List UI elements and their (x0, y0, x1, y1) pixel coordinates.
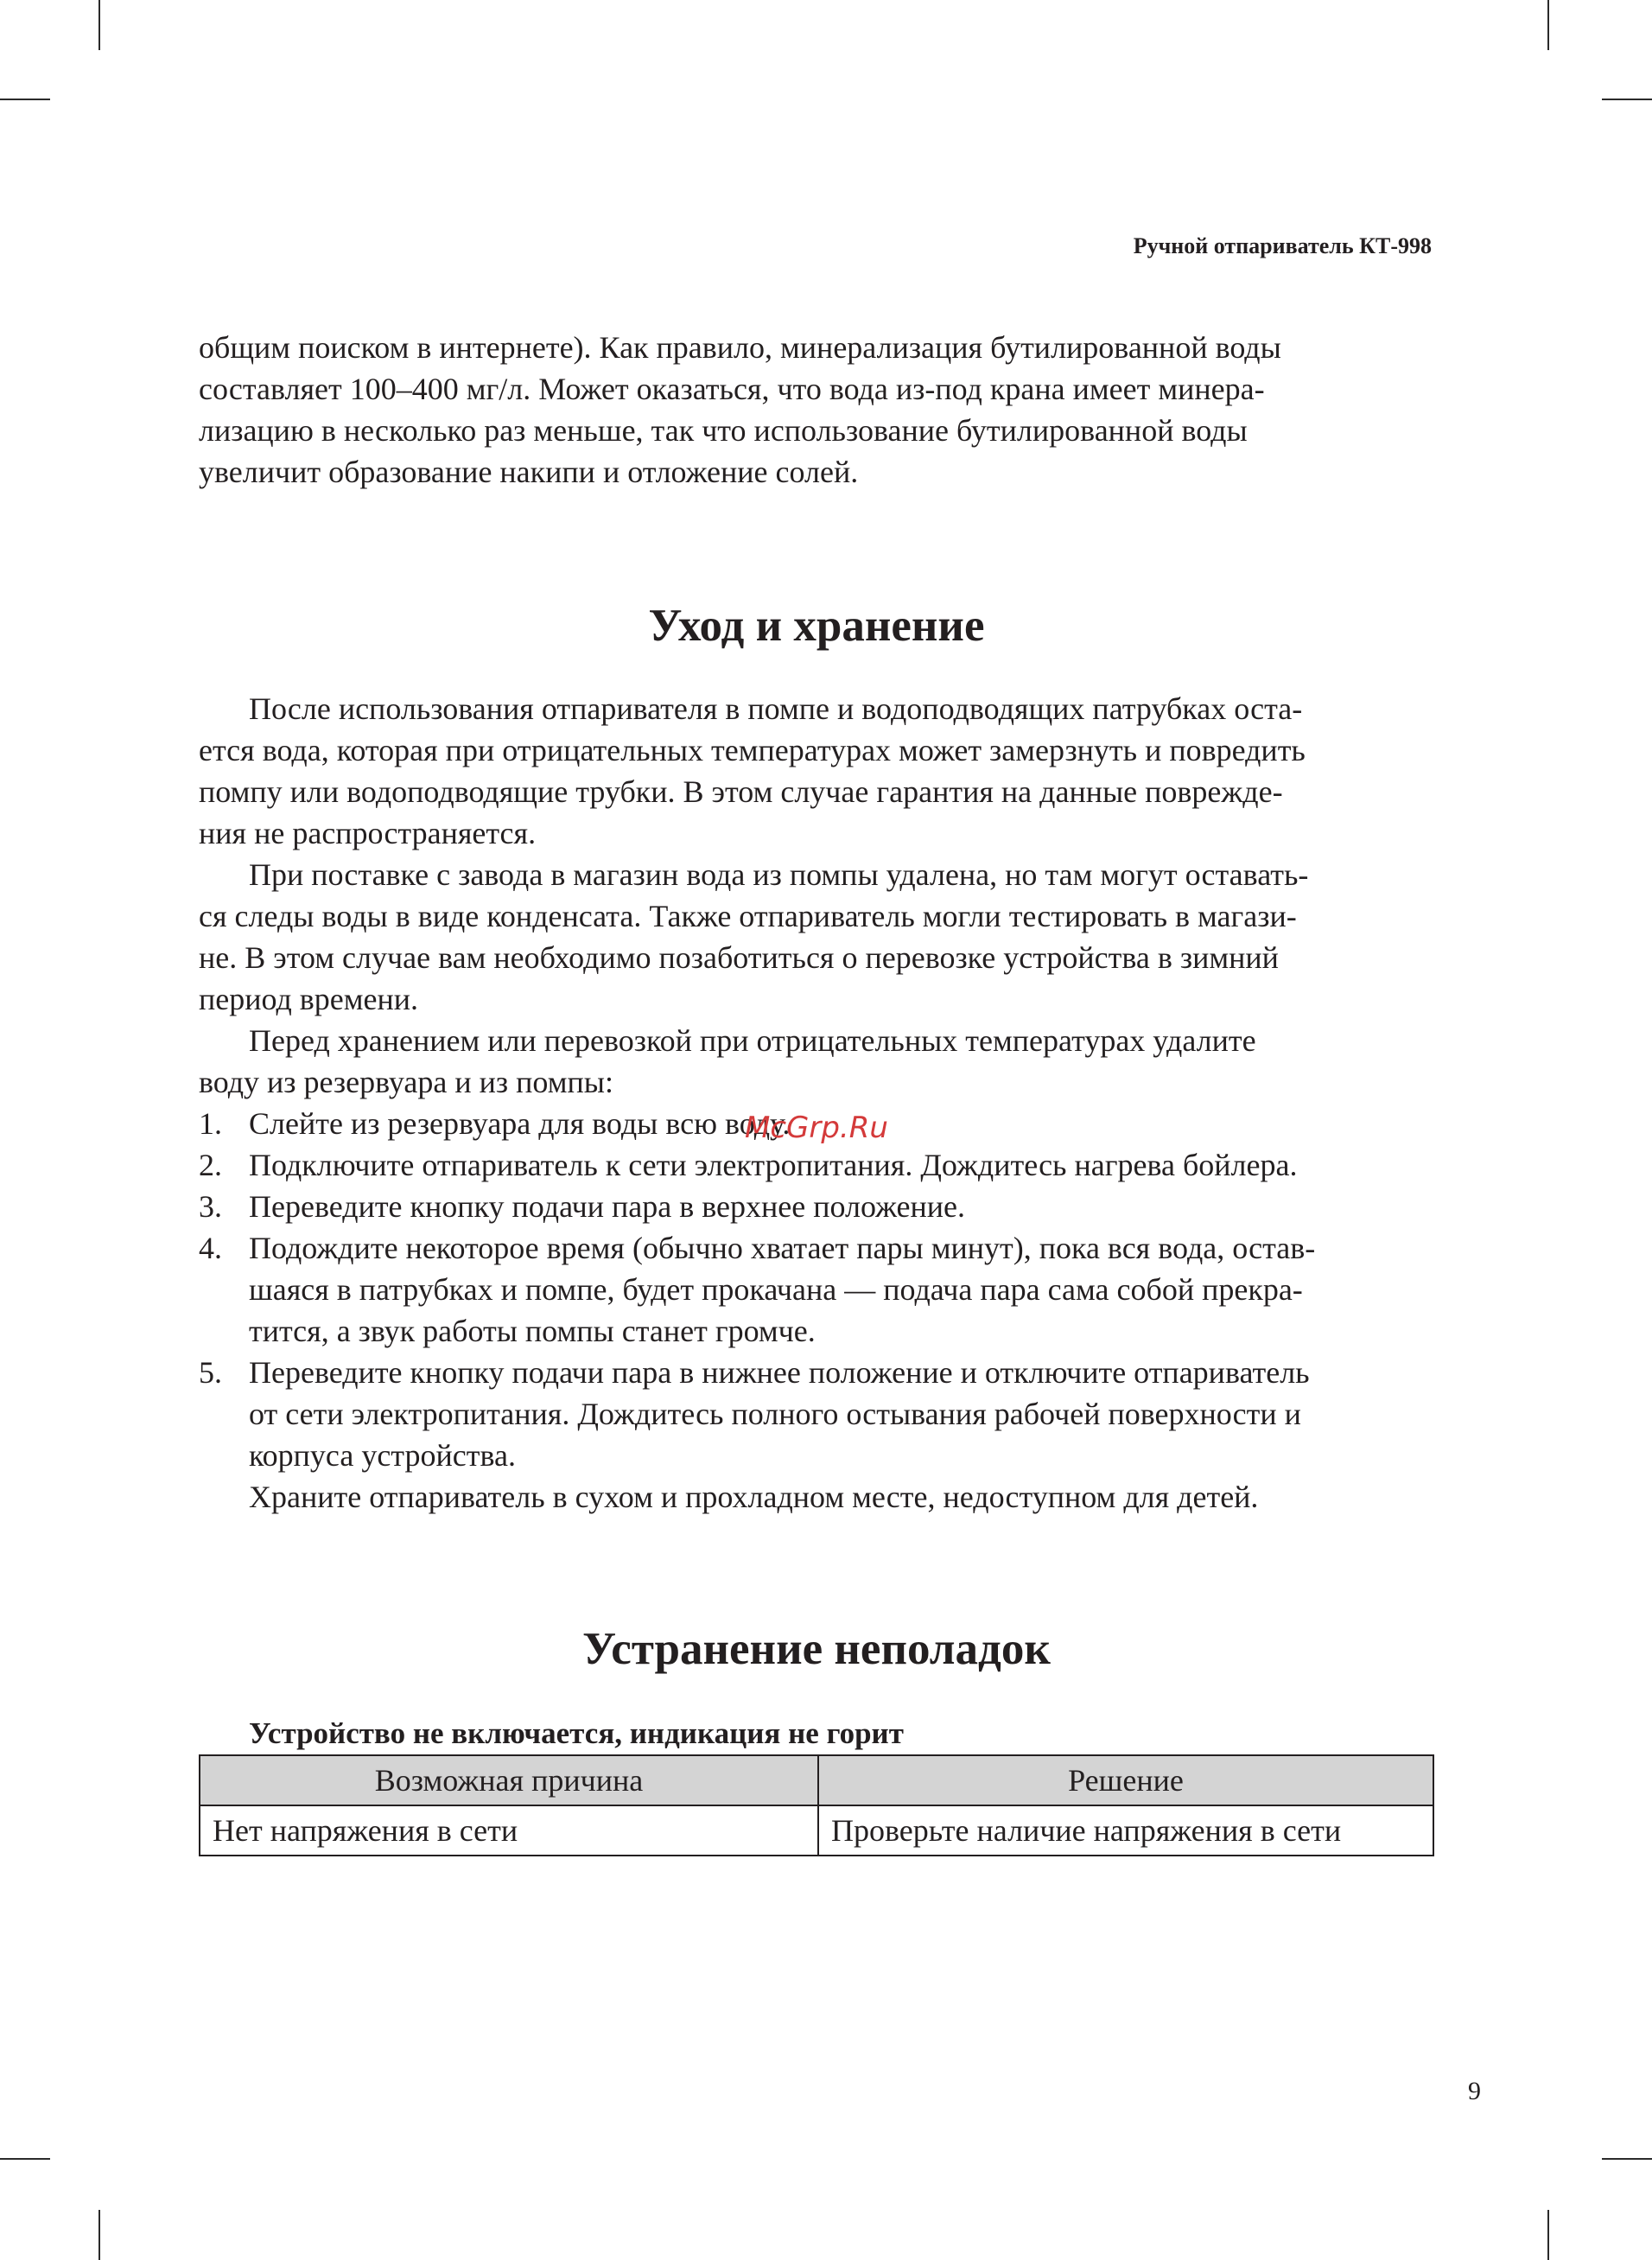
page-number: 9 (1468, 2077, 1481, 2105)
list-item-number: 3. (199, 1189, 222, 1224)
crop-mark (0, 99, 50, 100)
intro-paragraph (199, 327, 1434, 493)
list-item-text: шаяся в патрубках и помпе, будет прокачана — подача пара сама собой прекра- (249, 1272, 1303, 1307)
table-row (200, 1805, 1433, 1856)
crop-mark (98, 0, 100, 50)
column-header-solution: Решение (818, 1755, 1433, 1805)
text-line: общим поиском в интернете). Как правило, минерализация бутилированной воды (199, 330, 1281, 365)
table-cell: Проверьте наличие напряжения в сети (818, 1805, 1433, 1856)
list-item-number: 1. (199, 1106, 222, 1141)
section-title-troubleshooting: Устранение неполадок (582, 1624, 1051, 1674)
list-item (199, 1227, 1434, 1352)
text-line: лизацию в несколько раз меньше, так что использование бутилированной воды (199, 413, 1248, 448)
list-item (199, 1144, 1434, 1186)
list-item-text: Переведите кнопку подачи пара в нижнее положение и отключите отпариватель (249, 1355, 1310, 1390)
list-item-text: корпуса устройства. (249, 1438, 516, 1473)
column-header-cause: Возможная причина (200, 1755, 818, 1805)
text-line: ния не распространяется. (199, 816, 537, 850)
troubleshooting-table (199, 1754, 1434, 1856)
list-item-text: от сети электропитания. Дождитесь полного остывания рабочей поверхности и (249, 1397, 1301, 1431)
list-item (199, 1186, 1434, 1227)
care-paragraph-3 (199, 1020, 1434, 1103)
crop-mark (1547, 2210, 1549, 2260)
text-line: не. В этом случае вам необходимо позаботиться о перевозке устройства в зимний (199, 940, 1279, 975)
table-header-row (200, 1755, 1433, 1805)
text-line: помпу или водоподводящие трубки. В этом случае гарантия на данные поврежде- (199, 774, 1283, 809)
care-paragraph-1 (199, 688, 1434, 854)
list-item-number: 2. (199, 1148, 222, 1182)
watermark: McGrp.Ru (745, 1111, 888, 1145)
list-item-number: 5. (199, 1355, 222, 1390)
list-item (199, 1352, 1434, 1476)
text-line: Перед хранением или перевозкой при отрицательных температурах удалите (249, 1023, 1256, 1058)
closing-paragraph: Храните отпариватель в сухом и прохладном месте, недоступном для детей. (249, 1480, 1259, 1514)
crop-mark (98, 2210, 100, 2260)
care-paragraph-2 (199, 854, 1434, 1020)
list-item-text: Подключите отпариватель к сети электропитания. Дождитесь нагрева бойлера. (249, 1148, 1298, 1182)
crop-mark (0, 2158, 50, 2160)
list-item-text: Слейте из резервуара для воды всю воду. (249, 1106, 791, 1141)
crop-mark (1602, 2158, 1652, 2160)
text-line: После использования отпаривателя в помпе и водоподводящих патрубках оста- (249, 691, 1303, 726)
text-line: При поставке с завода в магазин вода из помпы удалена, но там могут оставать- (249, 857, 1309, 892)
text-line: период времени. (199, 982, 419, 1016)
text-line: ся следы воды в виде конденсата. Также отпариватель могли тестировать в магази- (199, 899, 1297, 933)
running-header: Ручной отпариватель КТ-998 (1133, 233, 1432, 258)
list-item-number: 4. (199, 1231, 222, 1265)
steps-list (199, 1103, 1434, 1476)
text-line: составляет 100–400 мг/л. Может оказаться, что вода из-под крана имеет минера- (199, 372, 1265, 406)
problem-subheading: Устройство не включается, индикация не горит (249, 1716, 904, 1750)
crop-mark (1547, 0, 1549, 50)
list-item-text: Переведите кнопку подачи пара в верхнее положение. (249, 1189, 965, 1224)
list-item-text: Подождите некоторое время (обычно хватает пары минут), пока вся вода, остав- (249, 1231, 1316, 1265)
text-line: воду из резервуара и из помпы: (199, 1065, 613, 1099)
crop-mark (1602, 99, 1652, 100)
table-cell: Нет напряжения в сети (200, 1805, 818, 1856)
page-content (199, 327, 1434, 1856)
list-item-text: тится, а звук работы помпы станет громче. (249, 1314, 816, 1348)
section-title-care: Уход и хранение (648, 601, 985, 651)
text-line: увеличит образование накипи и отложение солей. (199, 455, 859, 489)
text-line: ется вода, которая при отрицательных температурах может замерзнуть и повредить (199, 733, 1306, 767)
